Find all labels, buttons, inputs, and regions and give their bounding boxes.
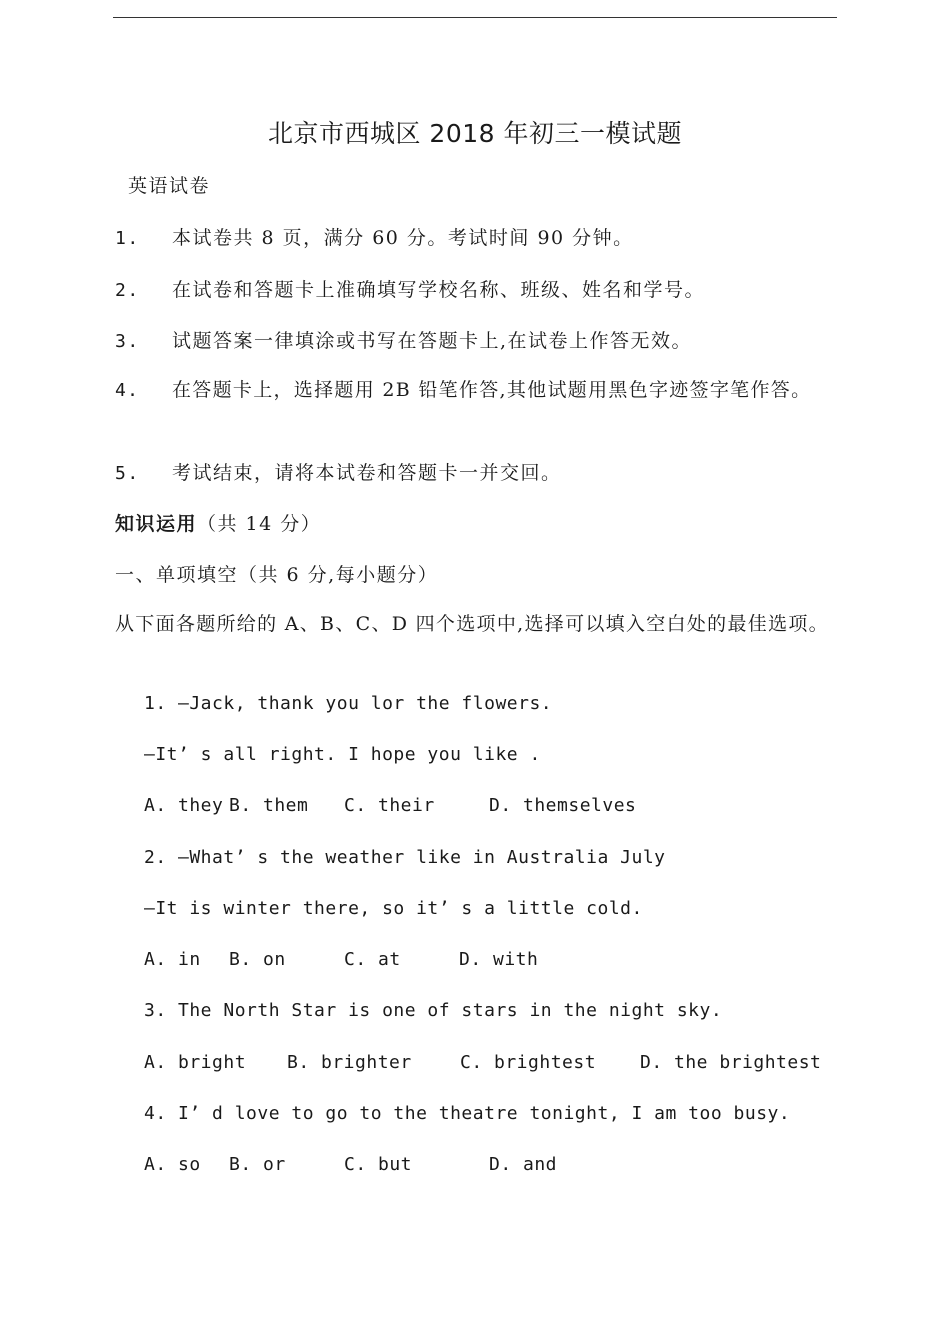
instruction-number: 3.: [115, 331, 140, 352]
option-a: A. in: [144, 949, 201, 970]
instruction-1: [115, 223, 634, 250]
question-3-line-1: 3. The North Star is one of stars in the night sky.: [144, 1000, 723, 1021]
question-2-line-1: 2. —What’ s the weather like in Australia July: [144, 847, 666, 868]
option-b: B. or: [229, 1154, 286, 1175]
instruction-text: 试题答案一律填涂或书写在答题卡上,在试卷上作答无效。: [172, 330, 693, 352]
option-a: A. they: [144, 795, 224, 816]
option-a: A. so: [144, 1154, 201, 1175]
part-title: 一、单项填空（共 6 分,每小题分）: [115, 564, 439, 586]
directions: 从下面各题所给的 A、B、C、D 四个选项中,选择可以填入空白处的最佳选项。: [115, 613, 829, 635]
option-d: D. themselves: [489, 795, 637, 816]
section-heading: [115, 509, 321, 536]
question-1-line-2: —It’ s all right. I hope you like .: [144, 744, 541, 765]
instruction-text: 考试结束，请将本试卷和答题卡一并交回。: [172, 462, 562, 484]
option-b: B. them: [229, 795, 309, 816]
option-c: C. at: [344, 949, 401, 970]
instruction-3: [115, 326, 692, 353]
option-c: C. brightest: [460, 1052, 597, 1073]
question-2-line-2: —It is winter there, so it’ s a little cold.: [144, 898, 643, 919]
section-heading-score: （共 14 分）: [197, 513, 322, 535]
instruction-5: [115, 458, 562, 485]
question-4-options: [144, 1154, 557, 1175]
option-b: B. brighter: [287, 1052, 412, 1073]
instruction-4: [115, 375, 839, 406]
section-heading-bold: 知识运用: [115, 513, 198, 535]
question-1-options: [144, 795, 636, 816]
option-b: B. on: [229, 949, 286, 970]
instruction-text: 在试卷和答题卡上准确填写学校名称、班级、姓名和学号。: [172, 279, 706, 301]
instruction-number: 5.: [115, 463, 140, 484]
page-title: 北京市西城区 2018 年初三一模试题: [267, 119, 683, 148]
option-d: D. with: [459, 949, 539, 970]
question-2-options: [144, 949, 538, 970]
instruction-number: 2.: [115, 280, 140, 301]
question-1-line-1: 1. —Jack, thank you lor the flowers.: [144, 693, 553, 714]
instruction-text: 在答题卡上，选择题用 2B 铅笔作答,其他试题用黑色字迹签字笔作答。: [172, 379, 812, 401]
option-d: D. the brightest: [640, 1052, 822, 1073]
option-c: C. their: [344, 795, 435, 816]
subject-label: 英语试卷: [128, 175, 211, 197]
instruction-number: 1.: [115, 228, 140, 249]
question-3-options: [144, 1052, 821, 1073]
option-a: A. bright: [144, 1052, 247, 1073]
option-c: C. but: [344, 1154, 413, 1175]
top-rule: [113, 17, 837, 18]
instruction-number: 4.: [115, 380, 140, 401]
instruction-2: [115, 275, 705, 302]
question-4-line-1: 4. I’ d love to go to the theatre tonight, I am too busy.: [144, 1103, 791, 1124]
option-d: D. and: [489, 1154, 558, 1175]
instruction-text: 本试卷共 8 页，满分 60 分。考试时间 90 分钟。: [172, 227, 634, 249]
